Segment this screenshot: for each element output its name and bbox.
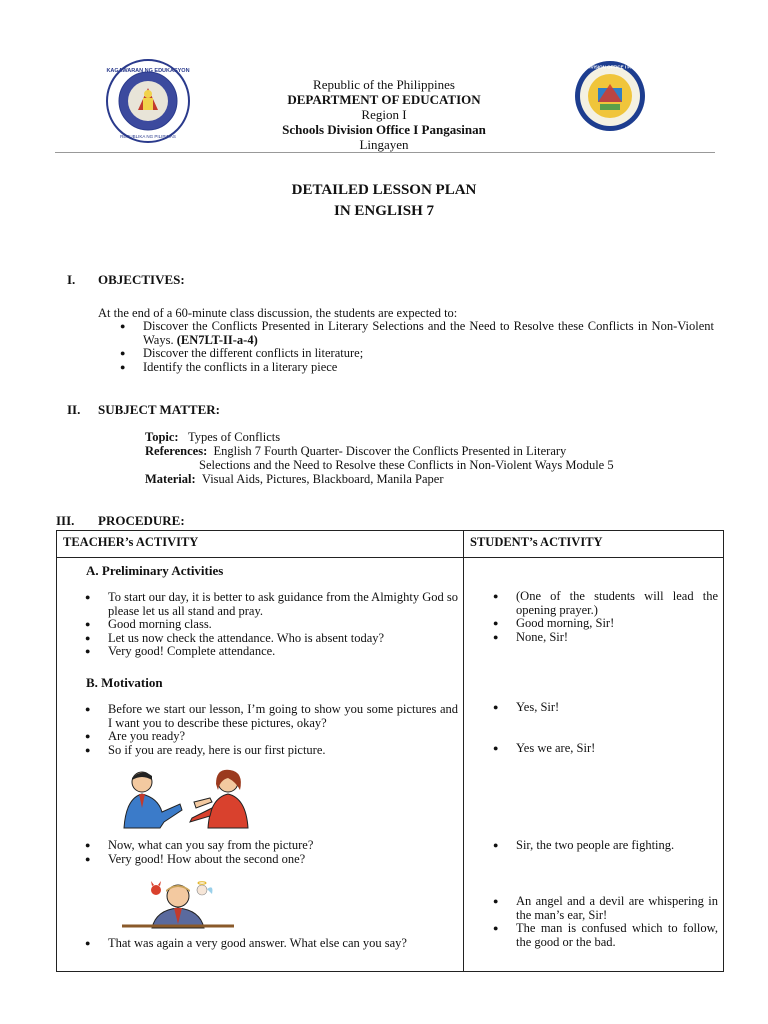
list-item: ● Now, what can you say from the picture? — [83, 839, 458, 853]
table-column-divider — [463, 530, 464, 972]
subject-matter-numeral: II. — [67, 402, 81, 417]
objectives-heading: OBJECTIVES: — [98, 272, 185, 287]
list-item: ● Let us now check the attendance. Who is absent today? — [83, 632, 458, 646]
objectives-list — [118, 320, 714, 374]
procedure-heading: PROCEDURE: — [98, 513, 185, 528]
header-city: Lingayen — [359, 137, 409, 152]
list-item: ● So if you are ready, here is our first picture. — [83, 744, 458, 758]
student-activity-header: STUDENT’s ACTIVITY — [470, 535, 603, 549]
student-motivation-list-3 — [491, 839, 718, 853]
student-motivation-list-1 — [491, 701, 718, 715]
student-motivation-list-4 — [491, 895, 718, 949]
list-item: ● (One of the students will lead the opening prayer.) — [491, 590, 718, 617]
lesson-plan-title: DETAILED LESSON PLAN — [291, 182, 477, 198]
motivation-heading: B. Motivation — [86, 675, 163, 690]
objectives-intro: At the end of a 60-minute class discussion, the students are expected to: — [98, 306, 458, 320]
list-item: ● Discover the different conflicts in literature; — [118, 347, 714, 361]
student-preliminary-list — [491, 590, 718, 644]
list-item: ● Good morning, Sir! — [491, 617, 718, 631]
lesson-plan-subtitle: IN ENGLISH 7 — [333, 203, 435, 219]
header-divider — [55, 152, 715, 153]
list-item: ● An angel and a devil are whispering in the man’s ear, Sir! — [491, 895, 718, 922]
list-item: ● The man is confused which to follow, the good or the bad. — [491, 922, 718, 949]
arguing-people-picture — [112, 768, 260, 832]
list-item: ● Sir, the two people are fighting. — [491, 839, 718, 853]
objectives-numeral: I. — [67, 272, 76, 287]
list-item: ● Yes, Sir! — [491, 701, 718, 715]
list-item: ● Are you ready? — [83, 730, 458, 744]
list-item: ● None, Sir! — [491, 631, 718, 645]
deped-seal-bottom-text: REPUBLIKA NG PILIPINAS — [120, 134, 176, 139]
deped-seal-text: KAGAWARAN NG EDUKASYON — [106, 68, 190, 74]
list-item: ● Yes we are, Sir! — [491, 742, 718, 756]
division-seal-text: SCHOOLS DIVISION OFFICE I PANGASINAN — [562, 64, 658, 70]
teacher-motivation-list-2 — [83, 839, 458, 866]
teacher-motivation-list-3 — [83, 937, 458, 951]
teacher-motivation-list — [83, 703, 458, 757]
list-item: ● Before we start our lesson, I’m going to show you some pictures and I want you to describe these pictures, okay? — [83, 703, 458, 730]
material-line: Material: Visual Aids, Pictures, Blackboard, Manila Paper — [145, 472, 444, 486]
header-department: DEPARTMENT OF EDUCATION — [287, 92, 481, 107]
table-header-divider — [56, 557, 724, 558]
angel-devil-picture — [116, 880, 240, 928]
topic-line: Topic: Types of Conflicts — [145, 430, 281, 444]
header-republic: Republic of the Philippines — [313, 77, 455, 92]
teacher-preliminary-list — [83, 591, 458, 659]
list-item: ● Discover the Conflicts Presented in Literary Selections and the Need to Resolve these Conflicts in Non-Violent Ways. (EN7LT-II-a-4) — [118, 320, 714, 347]
list-item: ● Identify the conflicts in a literary piece — [118, 361, 714, 375]
references-line: References: English 7 Fourth Quarter- Discover the Conflicts Presented in Literary — [145, 444, 567, 458]
competency-code: (EN7LT-II-a-4) — [176, 332, 258, 347]
list-item: ● That was again a very good answer. What else can you say? — [83, 937, 458, 951]
preliminary-activities-heading: A. Preliminary Activities — [86, 563, 224, 578]
header-division: Schools Division Office I Pangasinan — [282, 122, 486, 137]
list-item: ● Very good! How about the second one? — [83, 853, 458, 867]
subject-matter-heading: SUBJECT MATTER: — [98, 402, 220, 417]
header-region: Region I — [361, 107, 407, 122]
references-line-2: Selections and the Need to Resolve these Conflicts in Non-Violent Ways Module 5 — [199, 458, 614, 472]
list-item: ● Very good! Complete attendance. — [83, 645, 458, 659]
student-motivation-list-2 — [491, 742, 718, 756]
teacher-activity-header: TEACHER’s ACTIVITY — [63, 535, 199, 549]
procedure-numeral: III. — [56, 513, 75, 528]
list-item: ● To start our day, it is better to ask guidance from the Almighty God so please let us all stand and pray. — [83, 591, 458, 618]
list-item: ● Good morning class. — [83, 618, 458, 632]
